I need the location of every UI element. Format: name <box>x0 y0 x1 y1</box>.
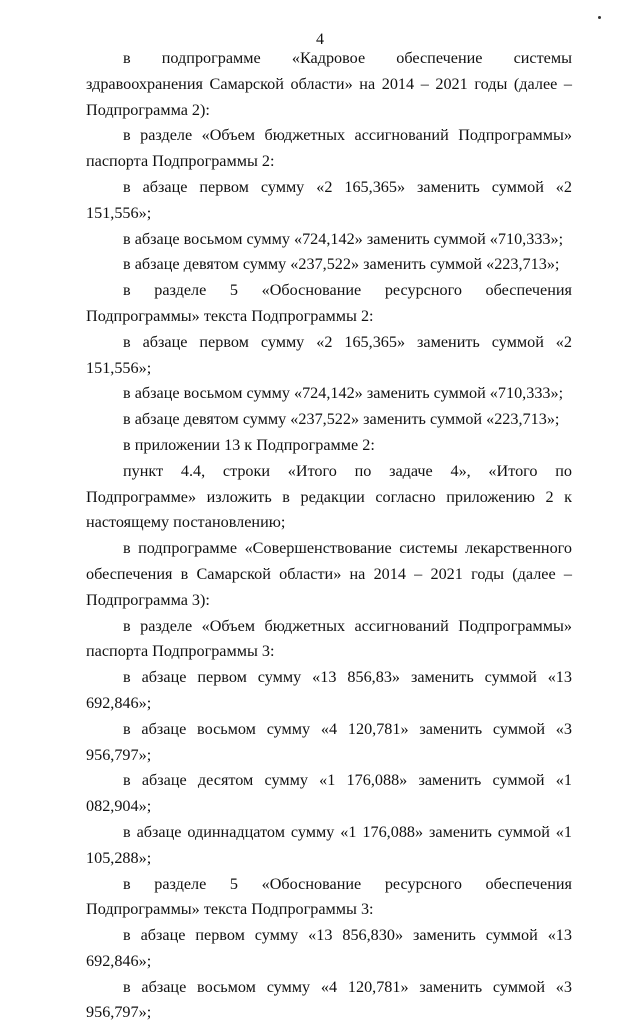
paragraph: в подпрограмме «Совершенствование системы лекарственного обеспечения в Самарской области» на 2014 – 2021 годы (далее – Подпрограмма 3): <box>86 539 572 609</box>
paragraph: в приложении 13 к Подпрограмме 2: <box>123 435 375 454</box>
paragraph: в абзаце первом сумму «13 856,83» заменить суммой «13 692,846»; <box>86 668 572 712</box>
paragraph: в абзаце одиннадцатом сумму «1 176,088» заменить суммой «1 105,288»; <box>86 822 572 867</box>
paragraph: в разделе 5 «Обоснование ресурсного обеспечения Подпрограммы» текста Подпрограммы 3: <box>86 874 572 919</box>
paragraph: в абзаце восьмом сумму «4 120,781» заменить суммой «3 956,797»; <box>86 977 572 1022</box>
paragraph: в разделе «Объем бюджетных ассигнований Подпрограммы» паспорта Подпрограммы 2: <box>86 126 572 171</box>
paragraph: пункт 4.4, строки «Итого по задаче 4», «Итого по Подпрограмме» изложить в редакции согласно приложению 2 к настоящему постановлению; <box>86 461 572 532</box>
paragraph: в абзаце восьмом сумму «724,142» заменить суммой «710,333»; <box>123 384 564 403</box>
scan-dot <box>598 16 601 19</box>
paragraph: в абзаце десятом сумму «1 176,088» заменить суммой «1 082,904»; <box>86 771 572 816</box>
paragraph: в подпрограмме «Кадровое обеспечение системы здравоохранения Самарской области» на 2014 – 2021 годы (далее – Подпрограмма 2): <box>86 49 572 119</box>
page-number: 4 <box>316 31 324 48</box>
paragraph: в разделе 5 «Обоснование ресурсного обеспечения Подпрограммы» текста Подпрограммы 2: <box>86 281 572 325</box>
document-body <box>86 46 572 1026</box>
paragraph: в разделе «Объем бюджетных ассигнований Подпрограммы» паспорта Подпрограммы 3: <box>86 616 572 661</box>
paragraph: в абзаце девятом сумму «237,522» заменить суммой «223,713»; <box>123 255 560 274</box>
paragraph: в абзаце первом сумму «2 165,365» заменить суммой «2 151,556»; <box>86 332 572 377</box>
paragraph: в абзаце первом сумму «13 856,830» заменить суммой «13 692,846»; <box>86 926 572 970</box>
paragraph: в абзаце восьмом сумму «4 120,781» заменить суммой «3 956,797»; <box>86 719 572 764</box>
paragraph: в абзаце восьмом сумму «724,142» заменить суммой «710,333»; <box>123 229 564 248</box>
paragraph: в абзаце девятом сумму «237,522» заменить суммой «223,713»; <box>123 410 560 429</box>
paragraph: в абзаце первом сумму «2 165,365» заменить суммой «2 151,556»; <box>86 177 572 222</box>
